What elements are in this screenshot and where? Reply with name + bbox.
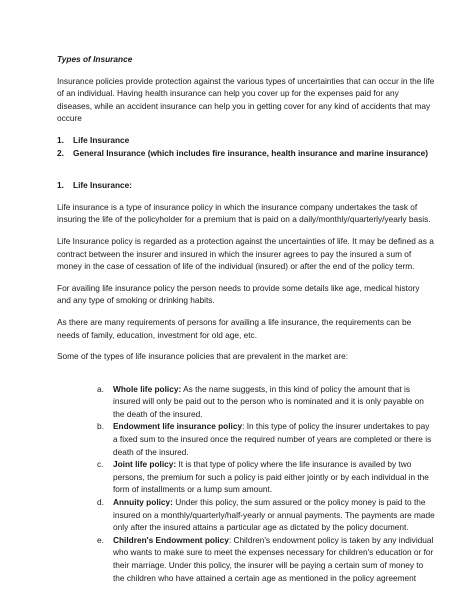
policy-text: As the name suggests, in this kind of policy the amount that is insured will only be paid out to the person who is nominated and it is only payable on the death of the insured. [113,383,424,419]
policy-letter: a. [97,383,104,394]
policy-name: Whole life policy: [113,383,182,394]
policy-item [97,420,435,458]
policy-item [97,534,435,584]
policy-body [113,534,435,584]
list-item [57,147,435,160]
policy-item [97,458,435,496]
section-heading [57,179,435,192]
insurance-types-list [57,134,435,159]
paragraph: Some of the types of life insurance policies that are prevalent in the market are: [57,351,349,362]
policy-body [113,458,435,496]
paragraph: As there are many requirements of persons for availing a life insurance, the requirements can be needs of family, education, investment for old age, etc. [57,316,412,340]
policy-text: It is that type of policy where the life insurance is availed by two persons, the premium for such a policy is paid either jointly or by each individual in the form of installments or a lump sum amount. [113,459,429,495]
policy-body [113,496,435,534]
policy-types-list [57,383,435,585]
policy-text: : In this type of policy the insurer undertakes to pay a fixed sum to the insured once the required number of years are completed or there is death of the insured. [113,421,432,457]
document-content [57,53,435,584]
section-heading-text: Life Insurance: [73,180,133,191]
policy-letter: d. [97,497,104,508]
policy-letter: e. [97,534,104,545]
policy-letter: b. [97,421,104,432]
policy-text: Under this policy, the sum assured or the policy money is paid to the insured on a monthly/quarterly/half-yearly or annual payments. The payments are made only after the insured attains a particular age as dictated by the policy document. [113,497,435,533]
list-number: 1. [57,134,64,145]
policy-name: Children's Endowment policy [113,534,229,545]
section-number: 1. [57,180,64,191]
policy-body [113,383,435,421]
policy-name: Joint life policy: [113,459,177,470]
list-number: 2. [57,147,64,158]
policy-letter: c. [97,459,104,470]
policy-item [97,496,435,534]
paragraph: For availing life insurance policy the person needs to provide some details like age, medical history and any type of smoking or drinking habits. [57,282,420,306]
paragraph: Life insurance is a type of insurance policy in which the insurance company undertakes the task of insuring the life of the policyholder for a premium that is paid on a daily/monthly/quarterly/yearly basis. [57,201,431,225]
list-item-text: Life Insurance [73,134,130,145]
list-item-text: General Insurance (which includes fire insurance, health insurance and marine insurance) [73,147,429,158]
policy-text: : Children's endowment policy is taken by any individual who wants to make sure to meet the expenses necessary for children's education or for their marriage. Under this policy, the insurer will be paying a certain sum of money to the children who have attained a certain age as mentioned in the policy agreement [113,534,434,583]
policy-item [97,383,435,421]
intro-paragraph: Insurance policies provide protection against the various types of uncertainties that can occur in the life of an individual. Having health insurance can help you cover up for the expenses paid for any diseases, while an accident insurance can help you in getting cover for any kind of accidents that may occure [57,75,435,124]
document-title: Types of Insurance [57,54,133,64]
list-item [57,134,435,147]
policy-body [113,420,435,458]
policy-name: Endowment life insurance policy [113,421,243,432]
policy-name: Annuity policy: [113,497,173,508]
paragraph: Life Insurance policy is regarded as a protection against the uncertainties of life. It may be defined as a contract between the insurer and insured in which the insurer agrees to pay the insured a sum of money in the case of cessation of life of the individual (insured) or after the end of the policy term. [57,235,434,272]
